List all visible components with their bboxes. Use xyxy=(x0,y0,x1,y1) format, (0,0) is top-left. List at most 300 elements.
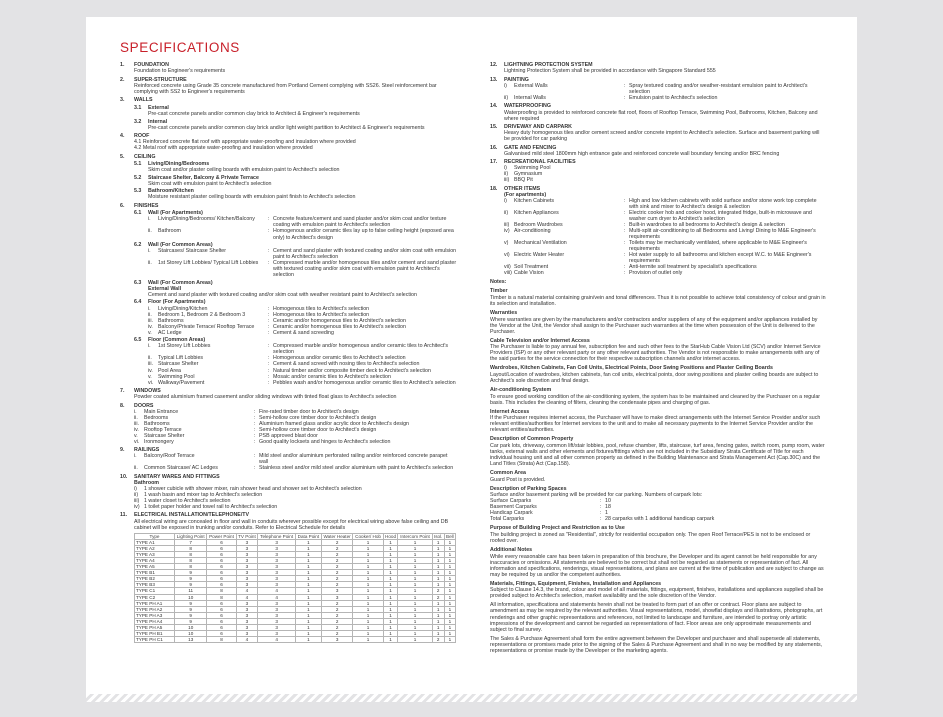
note-block xyxy=(490,470,826,483)
table-header-cell: TV Point xyxy=(236,533,258,539)
carpark-colon: : xyxy=(600,510,602,517)
table-cell: 10 xyxy=(175,625,207,631)
row-colon: : xyxy=(268,355,270,362)
table-cell: 1 xyxy=(398,582,432,588)
note-heading: Description of Parking Spaces xyxy=(490,485,567,492)
subsection-text: Moisture resistant plaster ceiling boards with emulsion paint finish to Architect's selection xyxy=(148,194,356,201)
table-cell: 1 xyxy=(444,625,455,631)
row-colon: : xyxy=(254,453,256,460)
table-header-cell: Data Point xyxy=(296,533,322,539)
subsection-body xyxy=(148,105,458,117)
table-cell: 3 xyxy=(236,576,258,582)
section-body xyxy=(504,186,826,277)
unit-type-cell: TYPE PH A5 xyxy=(135,625,175,631)
table-cell: 1 xyxy=(353,606,383,612)
table-cell: 1 xyxy=(353,576,383,582)
section-text: 4.2 Metal roof with appropriate water-proofing and insulation where provided xyxy=(134,145,313,152)
row-number: vii) xyxy=(504,264,511,271)
table-cell: 1 xyxy=(353,637,383,643)
spec-row xyxy=(134,465,458,471)
row-value: Ceramic and/or homogenous tiles to Architect's selection xyxy=(273,323,406,330)
table-cell: 1 xyxy=(432,631,444,637)
section-heading: SANITARY WARES AND FITTINGS xyxy=(134,473,220,480)
row-number: vi) xyxy=(504,252,510,259)
row-colon: : xyxy=(254,438,256,445)
note-heading: Purpose of Building Project and Restriction as to Use xyxy=(490,525,625,532)
section-heading: RAILINGS xyxy=(134,447,160,454)
subsection-text: Pre-cast concrete panels and/or common clay brick and/or light weight partition to Architect & Engineer's requirements xyxy=(148,124,425,131)
table-cell: 1 xyxy=(444,594,455,600)
note-text: The building project is zoned as "Residential", strictly for residential occupation only. The open Roof Terrace/PES is not to be enclosed or roofed over. xyxy=(490,531,811,545)
row-value: Cement and sand plaster with textured coating and/or skim coat with emulsion paint to Architect's selection xyxy=(273,248,457,261)
row-number: ii. xyxy=(134,414,138,421)
table-cell: 8 xyxy=(207,594,236,600)
carpark-value: 18 xyxy=(605,504,611,511)
table-cell: 2 xyxy=(321,564,353,570)
unit-type-cell: TYPE A2 xyxy=(135,545,175,551)
spec-subsection xyxy=(134,161,458,173)
section-number: 12. xyxy=(490,62,498,69)
unit-type-cell: TYPE PH A1 xyxy=(135,600,175,606)
section-heading: DRIVEWAY AND CARPARK xyxy=(504,123,572,130)
spec-row xyxy=(148,330,458,336)
table-cell: 1 xyxy=(432,558,444,564)
note-block xyxy=(490,310,826,335)
spec-row xyxy=(504,83,826,95)
section-number: 18. xyxy=(490,185,498,192)
section-body xyxy=(134,403,458,445)
table-cell: 3 xyxy=(236,612,258,618)
row-colon: : xyxy=(624,264,626,271)
section-text: 4.1 Reinforced concrete flat roof with appropriate water-proofing and insulation where provided xyxy=(134,139,356,146)
section-text: Foundation to Engineer's requirements xyxy=(134,68,226,75)
table-cell: 9 xyxy=(175,612,207,618)
table-cell: 1 xyxy=(432,618,444,624)
table-cell: 6 xyxy=(207,539,236,545)
spec-row xyxy=(504,252,826,264)
row-colon: : xyxy=(268,373,270,380)
row-value: Good quality locksets and hinges to Architect's selection xyxy=(259,438,391,445)
row-number: iii. xyxy=(148,317,154,324)
table-header-cell: Hood xyxy=(385,533,397,539)
row-number: iv) xyxy=(504,227,510,234)
note-text: Subject to Clause 14.3, the brand, colour and model of all materials, fittings, equipment, finishes, installations and appliances supplied shall be provided subject to Architect's selection, market availability and the sole discretion of the Vendor. xyxy=(490,587,824,600)
row-number: ii. xyxy=(148,311,152,318)
section-number: 3. xyxy=(120,97,125,104)
section-number: 16. xyxy=(490,144,498,151)
table-cell: 1 xyxy=(383,606,398,612)
row-number: i. xyxy=(134,408,137,415)
table-cell: 6 xyxy=(207,576,236,582)
table-cell: 2 xyxy=(321,558,353,564)
row-number: i. xyxy=(148,305,151,312)
row-value: Ceramic and/or homogenous tiles to Architect's selection xyxy=(273,317,406,324)
row-label: Bedrooms xyxy=(144,414,169,421)
table-cell: 1 xyxy=(444,551,455,557)
row-number: ii) xyxy=(504,209,509,216)
table-cell: 3 xyxy=(236,570,258,576)
section-number: 13. xyxy=(490,76,498,83)
section-number: 14. xyxy=(490,103,498,110)
row-number: iv. xyxy=(148,323,153,330)
table-cell: 1 xyxy=(353,612,383,618)
row-colon: : xyxy=(254,408,256,415)
row-value: Fire-rated timber door to Architect's design xyxy=(259,408,359,415)
table-cell: 1 xyxy=(353,545,383,551)
table-cell: 1 xyxy=(383,625,398,631)
row-colon: : xyxy=(624,197,626,204)
spec-section xyxy=(490,159,826,183)
row-colon: : xyxy=(254,426,256,433)
row-value: Concrete feature/cement and sand plaster and/or skim coat and/or texture coating with emulsion paint to Architect's selection xyxy=(273,216,447,229)
spec-section xyxy=(490,77,826,101)
spec-section xyxy=(120,474,458,510)
subsection-number: 5.3 xyxy=(134,188,142,195)
section-body xyxy=(134,203,458,386)
table-cell: 1 xyxy=(432,625,444,631)
section-body xyxy=(504,159,826,183)
item-number: iii) xyxy=(504,177,510,184)
row-label: Bedroom Wardrobes xyxy=(514,221,563,228)
section-number: 15. xyxy=(490,123,498,130)
spec-row xyxy=(148,260,458,278)
table-cell: 1 xyxy=(398,612,432,618)
row-value: Compressed marble and/or homogenous and/or ceramic tiles to Architect's selection xyxy=(273,343,449,356)
table-cell: 1 xyxy=(296,600,322,606)
spec-section xyxy=(120,512,458,530)
table-cell: 1 xyxy=(296,570,322,576)
row-value: Natural timber and/or composite timber deck to Architect's selection xyxy=(273,367,431,374)
table-cell: 9 xyxy=(175,600,207,606)
table-cell: 1 xyxy=(398,539,432,545)
table-cell: 6 xyxy=(207,545,236,551)
table-cell: 1 xyxy=(296,576,322,582)
table-cell: 1 xyxy=(383,637,398,643)
section-heading: WALLS xyxy=(134,97,153,104)
row-value: Built-in wardrobes to all bedrooms to Architect's design & selection xyxy=(629,221,785,228)
table-header-cell: Power Point xyxy=(207,533,236,539)
table-cell: 1 xyxy=(353,551,383,557)
table-cell: 10 xyxy=(175,631,207,637)
row-label: Rooftop Terrace xyxy=(144,426,182,433)
table-cell: 3 xyxy=(236,606,258,612)
subsection-heading: Wall (For Common Areas) xyxy=(148,279,213,286)
subsection-heading: Floor (For Apartments) xyxy=(148,299,206,306)
electrical-schedule-table xyxy=(134,533,456,644)
row-label: Cable Vision xyxy=(514,270,544,277)
note-heading: Warranties xyxy=(490,309,518,316)
table-cell: 4 xyxy=(236,637,258,643)
row-colon: : xyxy=(254,414,256,421)
subsection-subheading: External Wall xyxy=(148,285,182,292)
row-number: i. xyxy=(148,216,151,223)
table-cell: 1 xyxy=(383,600,398,606)
table-cell: 1 xyxy=(383,576,398,582)
table-cell: 9 xyxy=(175,570,207,576)
spec-section xyxy=(120,154,458,201)
note-text: Guard Post is provided. xyxy=(490,476,546,483)
row-label: 1st Storey Lift Lobbies xyxy=(158,343,211,350)
section-heading: WATERPROOFING xyxy=(504,103,551,110)
table-cell: 1 xyxy=(432,606,444,612)
row-value: Spray textured coating and/or weather-resistant emulsion paint to Architect's selection xyxy=(629,82,808,95)
section-heading: FINISHES xyxy=(134,202,159,209)
row-value: Emulsion paint to Architect's selection xyxy=(629,95,718,102)
note-block xyxy=(490,636,826,654)
carpark-label: Handicap Carpark xyxy=(490,510,533,517)
table-cell: 1 xyxy=(353,594,383,600)
spec-section xyxy=(120,203,458,386)
row-colon: : xyxy=(624,82,626,89)
table-cell: 1 xyxy=(296,588,322,594)
table-cell: 2 xyxy=(321,576,353,582)
row-colon: : xyxy=(268,343,270,350)
note-text: The Sales & Purchase Agreement shall form the entire agreement between the Developer and purchaser and shall supersede all statements, representations or promises made prior to the signing of the Sales & Purchase Agreement and shall in no way be modified by any statements, representations or promise made by the Developer or the marketing agents. xyxy=(490,635,823,654)
subsection-heading: External xyxy=(148,104,169,111)
section-text: Lightning Protection System shall be provided in accordance with Singapore Standard 555 xyxy=(504,68,716,75)
subsection-body xyxy=(148,242,458,278)
note-block xyxy=(490,525,826,544)
table-cell: 6 xyxy=(207,582,236,588)
section-number: 8. xyxy=(120,402,125,409)
subsection-text: Cement and sand plaster with textured coating and/or skim coat with weather resistant paint to Architect's selection xyxy=(148,291,417,298)
row-value: Multi-split air-conditioning to all Bedrooms and Living/ Dining to M&E Engineer's requirements xyxy=(629,227,816,240)
table-header-cell: Isol. xyxy=(433,533,443,539)
row-number: iii. xyxy=(148,361,154,368)
table-header-cell: Telephone Point xyxy=(258,533,296,539)
table-cell: 1 xyxy=(398,545,432,551)
unit-type-cell: TYPE B1 xyxy=(135,570,175,576)
row-label: Soil Treatment xyxy=(514,264,549,271)
row-value: Toilets may be mechanically ventilated, where applicable to M&E Engineer's requirements xyxy=(629,240,807,253)
spec-subsection xyxy=(134,175,458,187)
table-row xyxy=(135,637,456,643)
table-cell: 3 xyxy=(258,582,296,588)
section-heading: PAINTING xyxy=(504,76,529,83)
table-cell: 2 xyxy=(321,545,353,551)
row-colon: : xyxy=(268,323,270,330)
section-heading: GATE AND FENCING xyxy=(504,144,557,151)
section-body xyxy=(134,154,458,201)
table-cell: 1 xyxy=(398,631,432,637)
table-cell: 1 xyxy=(444,637,455,643)
table-cell: 1 xyxy=(383,631,398,637)
row-colon: : xyxy=(268,379,270,386)
row-colon: : xyxy=(624,95,626,102)
table-cell: 1 xyxy=(444,612,455,618)
table-cell: 3 xyxy=(258,558,296,564)
table-cell: 6 xyxy=(207,631,236,637)
table-cell: 1 xyxy=(398,570,432,576)
table-cell: 1 xyxy=(296,612,322,618)
row-number: i. xyxy=(148,343,151,350)
row-colon: : xyxy=(624,221,626,228)
subsection-heading: Living/Dining/Bedrooms xyxy=(148,161,210,168)
subsection-body xyxy=(148,210,458,240)
spec-subsection xyxy=(134,210,458,240)
row-label: Electric Water Heater xyxy=(514,252,565,259)
unit-type-cell: TYPE PH C1 xyxy=(135,637,175,643)
table-cell: 4 xyxy=(258,594,296,600)
table-cell: 1 xyxy=(383,618,398,624)
table-cell: 3 xyxy=(321,588,353,594)
table-cell: 3 xyxy=(236,564,258,570)
table-cell: 3 xyxy=(258,631,296,637)
note-text: While every reasonable care has been taken in preparation of this brochure, the Developer and its agent cannot be held responsible for any inaccuracies or omissions. All statements are believed to be correct but shall not be regarded as statements or representation of fact. All information and specifications, renderings, visual representations, and plans are current at the time of publication and are subject to change as may be required by us and/or the competent authorities. xyxy=(490,553,824,578)
table-cell: 3 xyxy=(258,570,296,576)
table-cell: 2 xyxy=(321,618,353,624)
row-number: i. xyxy=(134,453,137,460)
row-number: vi. xyxy=(148,379,154,386)
row-label: Bedroom 1, Bedroom 2 & Bedroom 3 xyxy=(158,311,246,318)
section-number: 11. xyxy=(120,512,128,519)
row-value: Mosaic and/or ceramic tiles to Architect's selection xyxy=(273,373,391,380)
torn-edge xyxy=(86,694,857,702)
row-number: ii. xyxy=(134,465,138,472)
subsection-text: Skim coat and/or plaster ceiling boards with emulsion paint to Architect's selection xyxy=(148,167,340,174)
table-cell: 1 xyxy=(296,631,322,637)
spec-subsection xyxy=(134,105,458,117)
subsection-heading: Wall (For Common Areas) xyxy=(148,242,213,249)
table-cell: 1 xyxy=(353,631,383,637)
note-heading: Wardrobes, Kitchen Cabinets, Fan Coil Units, Electrical Points, Door Swing Positions and Plaster Ceiling Boards xyxy=(490,365,773,372)
section-text: Powder coated aluminium framed casement and/or sliding windows with tinted float glass to Architect's selection xyxy=(134,394,397,401)
section-body xyxy=(134,77,458,95)
section-body xyxy=(134,133,458,151)
table-header-cell: Cooker/ Hob xyxy=(353,533,383,539)
table-cell: 1 xyxy=(398,600,432,606)
table-header-cell: Water Heater xyxy=(321,533,353,539)
row-number: i. xyxy=(148,248,151,255)
electrical-schedule xyxy=(134,533,458,644)
row-label: Staircase Shelter xyxy=(144,432,185,439)
table-cell: 1 xyxy=(296,564,322,570)
row-value: Cement & sand screeding xyxy=(273,329,334,336)
unit-type-cell: TYPE C1 xyxy=(135,588,175,594)
section-body xyxy=(504,103,826,121)
section-number: 5. xyxy=(120,153,125,160)
spec-subsection xyxy=(134,337,458,385)
row-value: Hot water supply to all bathrooms and kitchen except W.C. to M&E Engineer's requirements xyxy=(629,252,812,265)
spec-row xyxy=(504,210,826,222)
subsection-heading: Staircase Shelter, Balcony & Private Terrace xyxy=(148,174,259,181)
table-cell: 6 xyxy=(207,564,236,570)
table-cell: 3 xyxy=(236,600,258,606)
table-cell: 3 xyxy=(258,606,296,612)
row-colon: : xyxy=(268,329,270,336)
table-cell: 6 xyxy=(207,558,236,564)
note-text: Where warranties are given by the manufacturers and/or contractors and/or suppliers of any of the equipment and/or appliances installed by the Vendor at the Unit, the Vendor shall assign to the Purchaser such warranties at the time when possession of the Unit is delivered to the Purchaser. xyxy=(490,316,818,335)
row-label: AC Ledge xyxy=(158,329,182,336)
spec-row xyxy=(504,240,826,252)
note-heading: Cable Television and/or Internet Access xyxy=(490,337,590,344)
row-value: Homogenous tiles to Architect's selection xyxy=(273,311,370,318)
subsection-number: 6.1 xyxy=(134,210,142,217)
table-cell: 1 xyxy=(383,545,398,551)
parking-block xyxy=(490,486,826,523)
unit-type-cell: TYPE A4 xyxy=(135,558,175,564)
spec-section xyxy=(490,186,826,277)
spec-row xyxy=(134,453,458,465)
spec-row xyxy=(504,95,826,101)
section-number: 2. xyxy=(120,76,125,83)
table-cell: 6 xyxy=(207,600,236,606)
spec-subsection xyxy=(134,188,458,200)
note-block xyxy=(490,288,826,307)
spec-row xyxy=(148,228,458,240)
note-heading: Additional Notes xyxy=(490,547,533,554)
row-colon: : xyxy=(268,361,270,368)
note-heading: Internet Access xyxy=(490,408,530,415)
spec-section xyxy=(490,103,826,121)
carpark-row xyxy=(490,516,826,522)
table-cell: 1 xyxy=(432,564,444,570)
table-cell: 1 xyxy=(353,539,383,545)
subsection-body xyxy=(148,280,458,298)
table-cell: 1 xyxy=(398,576,432,582)
subsection-text: Skim coat with emulsion paint to Architect's selection xyxy=(148,180,272,187)
row-colon: : xyxy=(254,465,256,472)
table-cell: 1 xyxy=(432,612,444,618)
row-label: Kitchen Cabinets xyxy=(514,197,555,204)
note-text: Timber is a natural material containing grain/vein and tonal differences. Thus it is not possible to achieve total consistency of colour and grain in its selection and installation. xyxy=(490,294,826,307)
table-cell: 1 xyxy=(383,564,398,570)
note-text: If the Purchaser requires internet access, the Purchaser will have to make direct arrangements with the Internet Service Provider and/or such relevant entities/authorities for Internet services to the unit and to make all necessary payments to the Internet Service Provider and/or the relevant entities/authorities. xyxy=(490,415,821,434)
table-cell: 3 xyxy=(258,539,296,545)
table-cell: 2 xyxy=(321,570,353,576)
table-cell: 6 xyxy=(207,570,236,576)
section-number: 7. xyxy=(120,388,125,395)
note-block xyxy=(490,409,826,434)
table-cell: 2 xyxy=(432,594,444,600)
item-number: ii) xyxy=(134,491,139,498)
row-value: Homogenous tiles to Architect's selection xyxy=(273,305,370,312)
table-cell: 1 xyxy=(444,631,455,637)
table-header-cell: Type xyxy=(135,533,175,539)
section-body xyxy=(134,388,458,400)
unit-type-cell: TYPE PH B1 xyxy=(135,631,175,637)
section-heading: FOUNDATION xyxy=(134,62,169,69)
table-cell: 3 xyxy=(258,618,296,624)
unit-type-cell: TYPE A3 xyxy=(135,551,175,557)
row-colon: : xyxy=(624,240,626,246)
row-colon: : xyxy=(268,216,270,223)
numbered-item xyxy=(134,504,458,510)
table-cell: 1 xyxy=(432,570,444,576)
row-label: Pool Area xyxy=(158,367,181,374)
table-header-cell: Lighting Point xyxy=(175,533,207,539)
table-cell: 6 xyxy=(207,618,236,624)
table-cell: 2 xyxy=(321,582,353,588)
table-cell: 2 xyxy=(321,551,353,557)
section-heading: CEILING xyxy=(134,153,156,160)
carpark-value: 28 carparks with 1 additional handicap carpark xyxy=(605,516,715,523)
row-value: PSB approved blast door xyxy=(259,432,318,439)
unit-type-cell: TYPE C2 xyxy=(135,594,175,600)
subsection-body xyxy=(148,299,458,335)
unit-type-cell: TYPE PH A3 xyxy=(135,612,175,618)
subsection-heading: Bathroom/Kitchen xyxy=(148,188,194,195)
table-cell: 1 xyxy=(398,564,432,570)
row-number: i) xyxy=(504,197,507,204)
subsection-number: 3.2 xyxy=(134,118,142,125)
spec-row xyxy=(504,228,826,240)
table-cell: 1 xyxy=(353,582,383,588)
table-cell: 1 xyxy=(383,551,398,557)
row-colon: : xyxy=(268,228,270,235)
table-cell: 2 xyxy=(321,539,353,545)
table-cell: 4 xyxy=(258,637,296,643)
